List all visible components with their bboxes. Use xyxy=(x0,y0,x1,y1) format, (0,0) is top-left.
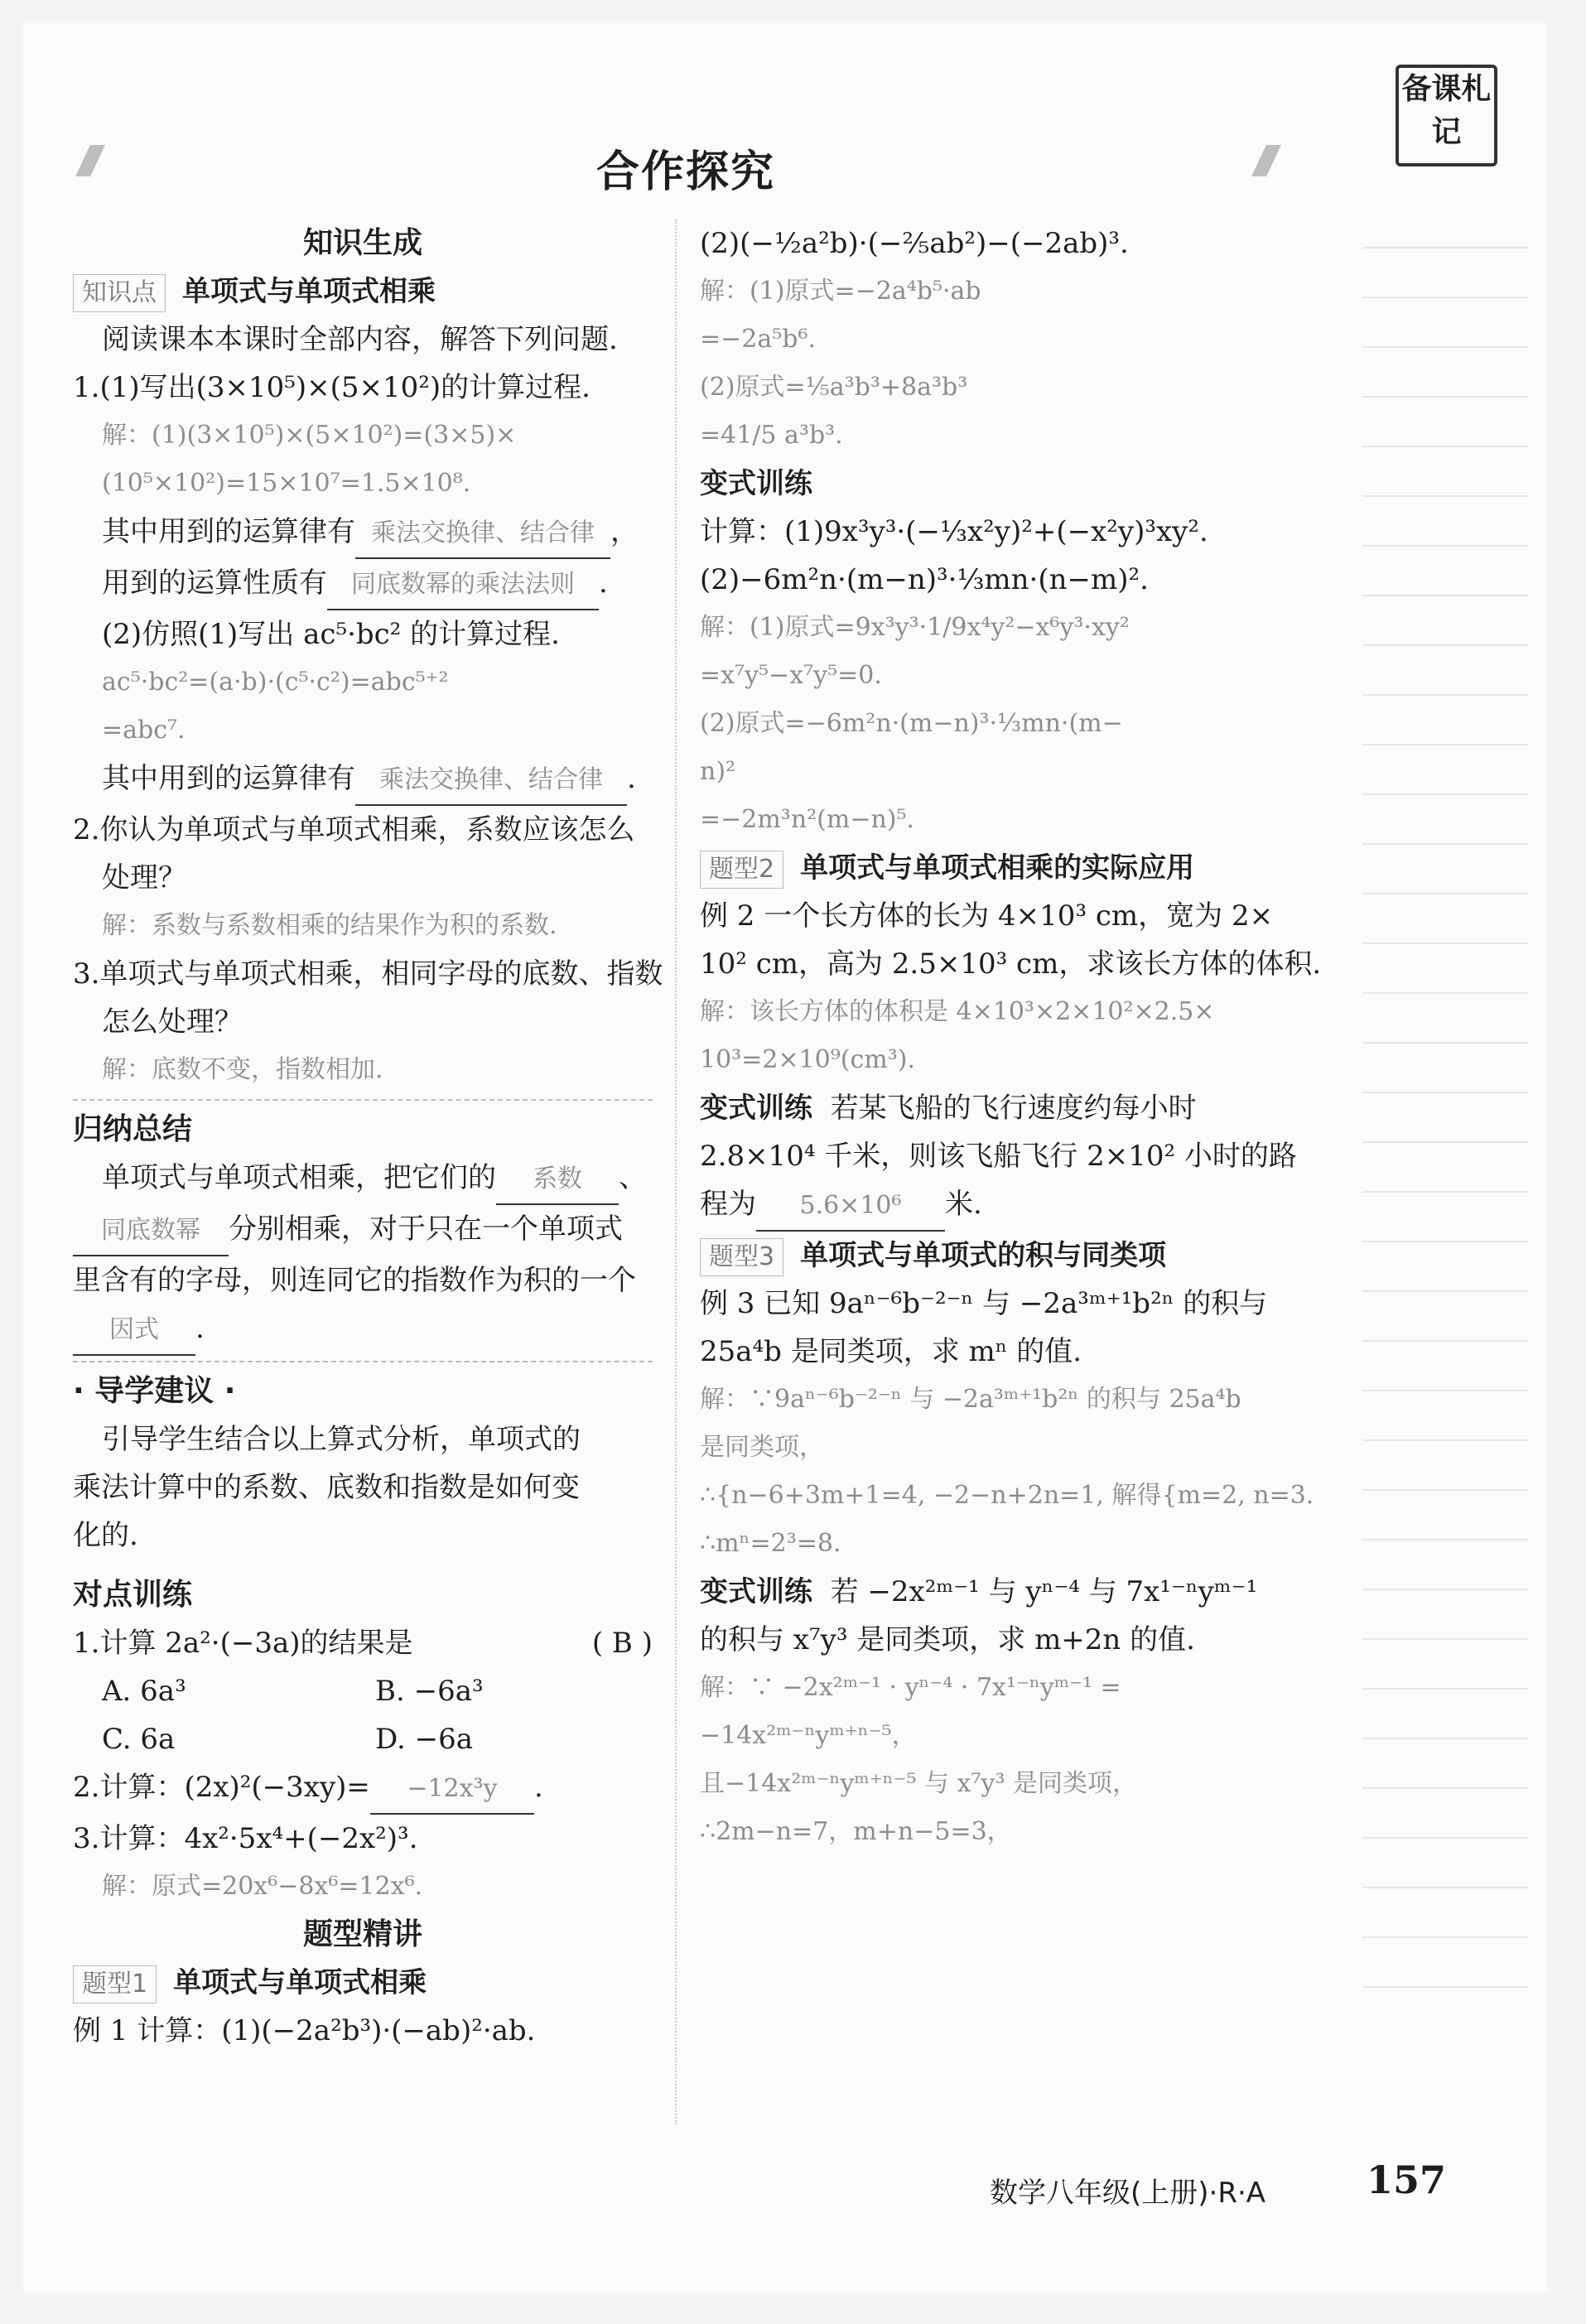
variant-2-suffix: 米. xyxy=(945,1188,982,1221)
answer-1-2-line-2: =abc⁷. xyxy=(102,716,186,745)
example-1: 例 1 计算：(1)(−2a²b³)·(−ab)²·ab. xyxy=(73,2014,536,2047)
law-2-blank: 乘法交换律、结合律 xyxy=(355,756,627,806)
summary-text-1b: 、 xyxy=(619,1161,647,1194)
practice-1-row xyxy=(73,1619,653,1667)
question-2-line-1: 2.你认为单项式与单项式相乘，系数应该怎么 xyxy=(73,813,635,846)
example-3-answer-3: ∴{n−6+3m+1=4, −2−n+2n=1, 解得{m=2, n=3. xyxy=(700,1481,1314,1510)
left-column xyxy=(73,219,663,2055)
knowledge-point-title: 单项式与单项式相乘 xyxy=(182,275,436,308)
variant-3-line-2: 的积与 x⁷y³ 是同类项，求 m+2n 的值. xyxy=(700,1623,1195,1656)
section-title: 合作探究 xyxy=(596,147,776,197)
question-3-line-2: 怎么处理？ xyxy=(102,1005,243,1039)
practice-2: 2.计算：(2x)²(−3xy)= xyxy=(73,1771,370,1804)
answer-1-2-line-1: ac⁵·bc²=(a·b)·(c⁵·c²)=abc⁵⁺² xyxy=(102,668,449,697)
summary-line-1 xyxy=(73,1154,653,1205)
type-3-title: 单项式与单项式的积与同类项 xyxy=(800,1239,1167,1272)
type-2-tag: 题型2 xyxy=(700,851,783,889)
variant-1-question-1: 计算：(1)9x³y³·(−⅓x²y)²+(−x²y)³xy². xyxy=(700,515,1208,548)
practice-3: 3.计算：4x²·5x⁴+(−2x²)³. xyxy=(73,1822,418,1855)
summary-text-4: . xyxy=(195,1312,205,1345)
variant-1-answer-3: (2)原式=−6m²n·(m−n)³·⅓mn·(m− xyxy=(700,709,1123,738)
knowledge-point-tag: 知识点 xyxy=(73,274,166,312)
banner-left-decor xyxy=(75,145,105,176)
law-2-fill-row xyxy=(73,755,653,806)
options-row-2 xyxy=(73,1715,653,1763)
page-number: 157 xyxy=(1367,2158,1447,2202)
column-divider xyxy=(675,219,677,2124)
type-2-row xyxy=(700,844,1296,892)
example-2-line-2: 10² cm，高为 2.5×10³ cm，求该长方体的体积. xyxy=(700,947,1322,981)
option-a: A. 6a³ xyxy=(102,1675,186,1708)
law-suffix: ， xyxy=(610,515,639,548)
summary-blank-1: 系数 xyxy=(496,1155,619,1205)
example-3-answer-1: 解：∵9aⁿ⁻⁶b⁻²⁻ⁿ 与 −2a³ᵐ⁺¹b²ⁿ 的积与 25a⁴b xyxy=(700,1385,1241,1414)
section-banner xyxy=(66,128,1275,197)
practice-3-answer: 解：原式=20x⁶−8x⁶=12x⁶. xyxy=(102,1872,423,1901)
variant-2-row xyxy=(700,1084,1296,1132)
summary-line-3: 里含有的字母，则连同它的指数作为积的一个 xyxy=(73,1264,636,1297)
summary-text-1: 单项式与单项式相乘，把它们的 xyxy=(102,1161,496,1194)
example-1-answer-2: =−2a⁵b⁶. xyxy=(700,325,817,354)
summary-text-2: 分别相乘，对于只在一个单项式 xyxy=(229,1213,623,1246)
options-row-1 xyxy=(73,1667,653,1715)
example-2-answer-2: 10³=2×10⁹(cm³). xyxy=(700,1045,915,1074)
type-1-row xyxy=(73,1959,653,2007)
footer-subject: 数学八年级(上册)·R·A xyxy=(990,2177,1266,2210)
knowledge-point-row xyxy=(73,268,653,316)
example-1-answer-1: 解：(1)原式=−2a⁴b⁵·ab xyxy=(700,277,981,306)
variant-3-heading: 变式训练 xyxy=(700,1575,812,1608)
law-2-prefix: 其中用到的运算律有 xyxy=(102,762,355,795)
practice-2-blank: −12x³y xyxy=(370,1765,534,1815)
variant-1-heading: 变式训练 xyxy=(700,467,812,500)
example-2-line-1: 例 2 一个长方体的长为 4×10³ cm，宽为 2× xyxy=(700,899,1274,933)
type-3-row xyxy=(700,1232,1296,1280)
law-blank: 乘法交换律、结合律 xyxy=(355,509,610,559)
summary-line-2 xyxy=(73,1205,653,1256)
variant-1-question-2: (2)−6m²n·(m−n)³·⅓mn·(n−m)². xyxy=(700,563,1149,596)
question-1-2: (2)仿照(1)写出 ac⁵·bc² 的计算过程. xyxy=(102,618,560,651)
variant-3-row xyxy=(700,1568,1296,1616)
variant-2-heading: 变式训练 xyxy=(700,1092,812,1125)
summary-blank-2: 同底数幂 xyxy=(73,1207,229,1256)
example-1-answer-4: =41/5 a³b³. xyxy=(700,421,843,450)
types-heading: 题型精讲 xyxy=(302,1917,422,1951)
variant-3-answer-1: 解：∵ −2x²ᵐ⁻¹ · yⁿ⁻⁴ · 7x¹⁻ⁿyᵐ⁻¹ = xyxy=(700,1673,1121,1702)
example-2-answer-1: 解：该长方体的体积是 4×10³×2×10²×2.5× xyxy=(700,997,1215,1026)
summary-blank-3: 因式 xyxy=(73,1306,195,1356)
variant-2-line-3 xyxy=(700,1180,1296,1232)
answer-3: 解：底数不变，指数相加. xyxy=(102,1055,383,1084)
variant-1-answer-4: n)² xyxy=(700,757,736,786)
variant-1-answer-1: 解：(1)原式=9x³y³·1/9x⁴y²−x⁶y³·xy² xyxy=(700,613,1130,642)
summary-line-4 xyxy=(73,1304,653,1356)
property-prefix: 用到的运算性质有 xyxy=(102,567,327,600)
option-c: C. 6a xyxy=(102,1723,176,1756)
answer-1-line-1: 解：(1)(3×10⁵)×(5×10²)=(3×5)× xyxy=(102,421,517,450)
variant-1-answer-2: =x⁷y⁵−x⁷y⁵=0. xyxy=(700,661,882,690)
knowledge-heading: 知识生成 xyxy=(302,226,422,260)
property-suffix: . xyxy=(599,567,608,600)
question-3-line-1: 3.单项式与单项式相乘，相同字母的底数、指数 xyxy=(73,957,663,991)
guide-line-2: 乘法计算中的系数、底数和指数是如何变 xyxy=(73,1471,580,1504)
variant-2-line-2: 2.8×10⁴ 千米，则该飞船飞行 2×10² 小时的路 xyxy=(700,1140,1297,1173)
property-blank: 同底数幂的乘法法则 xyxy=(327,561,599,610)
variant-2-prefix: 程为 xyxy=(700,1188,756,1221)
answer-2: 解：系数与系数相乘的结果作为积的系数. xyxy=(102,911,557,940)
example-3-answer-2: 是同类项， xyxy=(700,1433,824,1462)
summary-box xyxy=(73,1099,653,1362)
right-column xyxy=(700,219,1322,1856)
question-1: 1.(1)写出(3×10⁵)×(5×10²)的计算过程. xyxy=(73,371,591,404)
guide-heading: · 导学建议 · xyxy=(73,1374,236,1408)
example-3-answer-4: ∴mⁿ=2³=8. xyxy=(700,1529,841,1558)
notes-margin-lines xyxy=(1362,199,1528,2021)
law-fill-row xyxy=(73,508,653,559)
variant-3-answer-2: −14x²ᵐ⁻ⁿyᵐ⁺ⁿ⁻⁵， xyxy=(700,1721,917,1750)
practice-1: 1.计算 2a²·(−3a)的结果是 xyxy=(73,1627,413,1660)
option-b: B. −6a³ xyxy=(375,1675,484,1708)
variant-2-line-1: 若某飞船的飞行速度约每小时 xyxy=(830,1092,1197,1125)
option-d: D. −6a xyxy=(375,1723,474,1756)
type-3-tag: 题型3 xyxy=(700,1238,783,1276)
property-fill-row xyxy=(73,559,653,610)
practice-heading: 对点训练 xyxy=(73,1578,193,1612)
variant-2-blank: 5.6×10⁶ xyxy=(756,1182,945,1232)
answer-1-line-2: (10⁵×10²)=15×10⁷=1.5×10⁸. xyxy=(102,469,471,498)
law-prefix: 其中用到的运算律有 xyxy=(102,515,355,548)
practice-1-choice: ( B ) xyxy=(591,1627,653,1660)
example-1-answer-3: (2)原式=⅕a³b³+8a³b³ xyxy=(700,373,968,402)
guide-line-1: 引导学生结合以上算式分析，单项式的 xyxy=(102,1423,581,1456)
practice-2-end: . xyxy=(533,1771,543,1804)
type-2-title: 单项式与单项式相乘的实际应用 xyxy=(800,851,1195,885)
variant-1-answer-5: =−2m³n²(m−n)⁵. xyxy=(700,805,915,834)
law-2-suffix: . xyxy=(627,762,636,795)
type-1-title: 单项式与单项式相乘 xyxy=(173,1966,427,1999)
summary-heading: 归纳总结 xyxy=(73,1112,193,1146)
example-1-part-2: (2)(−½a²b)·(−⅖ab²)−(−2ab)³. xyxy=(700,227,1129,260)
variant-3-answer-4: ∴2m−n=7，m+n−5=3， xyxy=(700,1817,1012,1846)
intro-text: 阅读课本本课时全部内容，解答下列问题. xyxy=(102,323,618,356)
guide-line-3: 化的. xyxy=(73,1519,138,1552)
example-3-line-1: 例 3 已知 9aⁿ⁻⁶b⁻²⁻ⁿ 与 −2a³ᵐ⁺¹b²ⁿ 的积与 xyxy=(700,1287,1268,1320)
practice-2-row xyxy=(73,1763,653,1815)
question-2-line-2: 处理？ xyxy=(102,861,186,894)
type-1-tag: 题型1 xyxy=(73,1965,157,2003)
variant-3-answer-3: 且−14x²ᵐ⁻ⁿyᵐ⁺ⁿ⁻⁵ 与 x⁷y³ 是同类项， xyxy=(700,1769,1138,1798)
notes-badge: 备课札记 xyxy=(1396,65,1497,166)
example-3-line-2: 25a⁴b 是同类项，求 mⁿ 的值. xyxy=(700,1335,1082,1368)
variant-3-line-1: 若 −2x²ᵐ⁻¹ 与 yⁿ⁻⁴ 与 7x¹⁻ⁿyᵐ⁻¹ xyxy=(830,1575,1258,1608)
